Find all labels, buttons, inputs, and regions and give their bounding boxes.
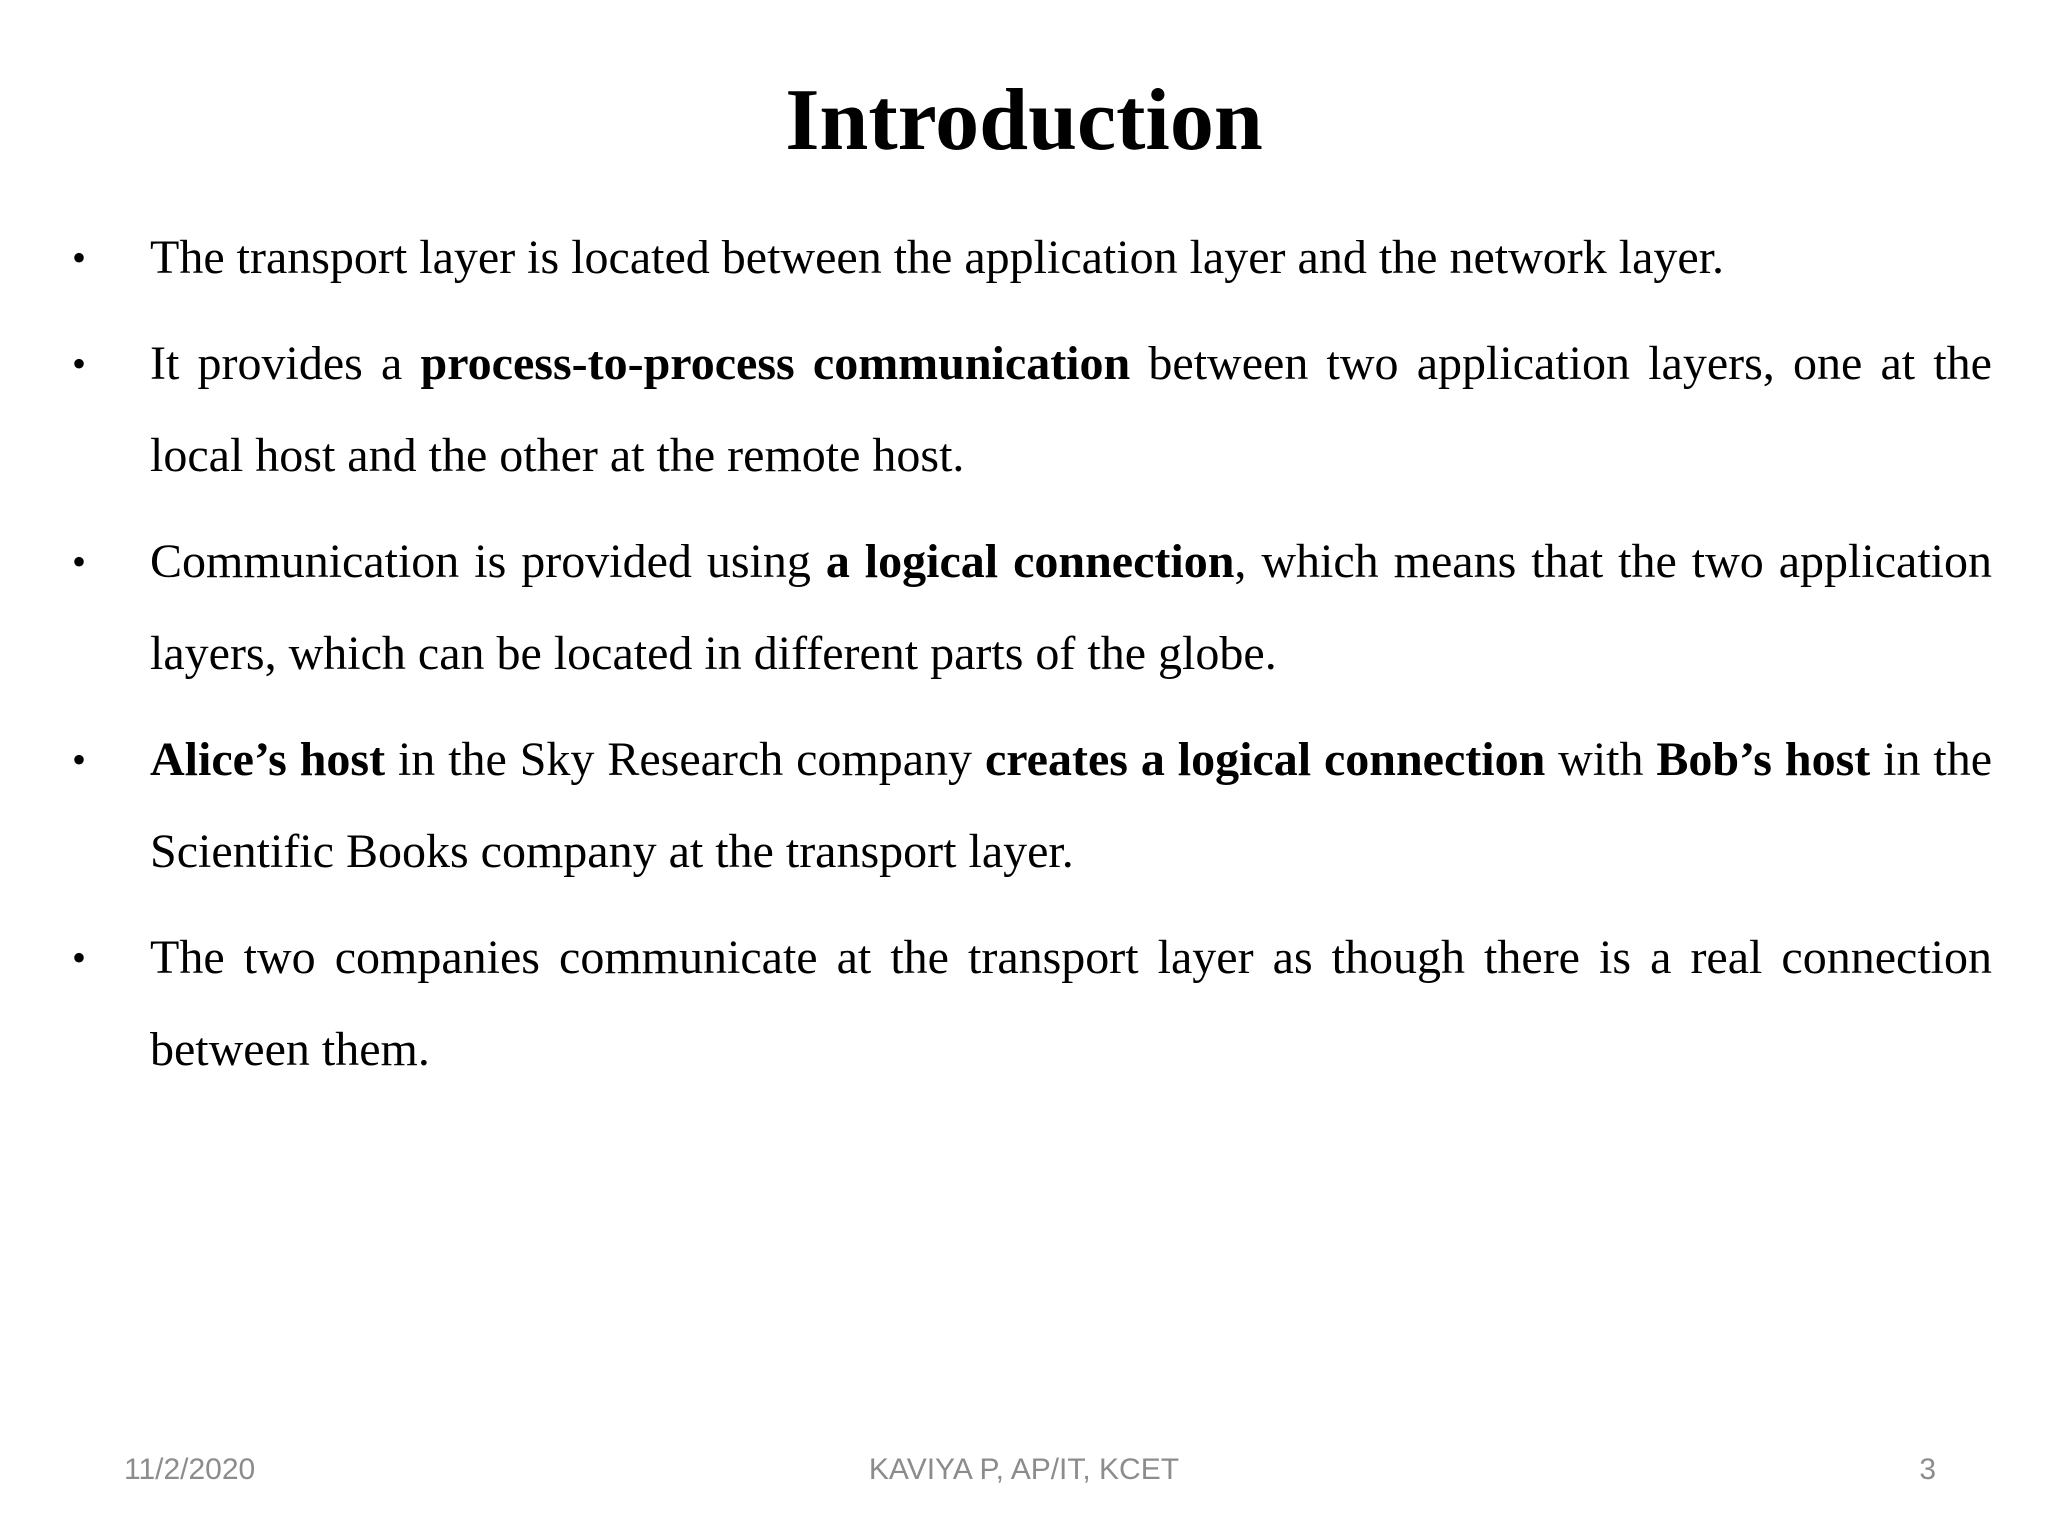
- footer-page-number: 3: [1919, 1453, 1936, 1486]
- footer-author: KAVIYA P, AP/IT, KCET: [868, 1453, 1180, 1486]
- bullet-item: [72, 714, 1992, 898]
- bullet-text: [150, 337, 1992, 482]
- bullet-text: [150, 931, 1992, 1076]
- bullet-segment-bold: creates a logical connection: [984, 733, 1546, 786]
- bullet-segment-bold: process-to-process communication: [420, 337, 1131, 390]
- bullet-dot: •: [72, 737, 87, 782]
- bullet-segment-bold: Bob’s host: [1656, 733, 1871, 786]
- bullet-dot: •: [72, 539, 87, 584]
- bullet-item: [72, 912, 1992, 1096]
- footer-date: 11/2/2020: [124, 1453, 256, 1486]
- bullet-dot: •: [72, 935, 87, 980]
- bullet-text: [150, 231, 1724, 284]
- bullet-segment-bold: Alice’s host: [150, 733, 386, 786]
- bullet-segment: in the Scientific Books company at the transport layer.: [150, 733, 1992, 878]
- bullet-list: [72, 212, 1992, 1110]
- slide-title: Introduction: [785, 72, 1263, 169]
- bullet-segment: Communication is provided using: [150, 535, 826, 588]
- bullet-segment: The two companies communicate at the transport layer as though there is a real connection between them.: [150, 931, 1992, 1076]
- bullet-dot: •: [72, 341, 87, 386]
- bullet-item: [72, 516, 1992, 700]
- bullet-segment: The transport layer is located between the application layer and the network layer.: [150, 231, 1725, 284]
- bullet-dot: •: [72, 235, 87, 280]
- bullet-segment: between two application layers, one at the local host and the other at the remote host.: [150, 337, 1992, 482]
- bullet-segment: in the Sky Research company: [385, 733, 985, 786]
- bullet-item: [72, 318, 1992, 502]
- bullet-segment: , which means that the two application layers, which can be located in different parts of the globe.: [150, 535, 1992, 680]
- bullet-segment: with: [1545, 733, 1657, 786]
- bullet-text: [150, 733, 1992, 878]
- bullet-segment-bold: a logical connection: [825, 535, 1235, 588]
- bullet-segment: It provides a: [150, 337, 421, 390]
- bullet-text: [150, 535, 1992, 680]
- bullet-item: [72, 212, 1992, 304]
